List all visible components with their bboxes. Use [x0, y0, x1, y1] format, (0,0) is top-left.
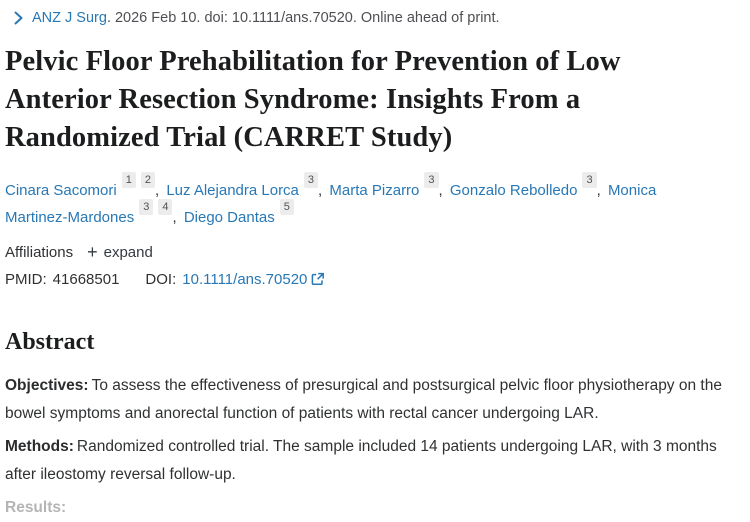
- abstract-objectives-paragraph: [5, 372, 742, 428]
- identifiers-row: [5, 271, 742, 288]
- author-item: [329, 173, 445, 199]
- chevron-right-icon: [14, 11, 23, 25]
- results-label: Results:: [5, 498, 67, 516]
- affiliation-superscript: 1: [122, 172, 136, 188]
- clipped-next-paragraph: [5, 494, 742, 516]
- affiliation-superscript: 3: [304, 172, 318, 188]
- author-separator: ,: [318, 181, 323, 199]
- pmid-value: 41668501: [52, 270, 120, 288]
- author-link[interactable]: Gonzalo Rebolledo: [449, 181, 578, 199]
- affiliation-superscript: 2: [141, 172, 155, 188]
- methods-text: Randomized controlled trial. The sample included 14 patients undergoing LAR, with 3 months after ileostomy reversal follow-up.: [5, 437, 717, 483]
- author-link[interactable]: Marta Pizarro: [329, 181, 420, 199]
- affiliation-superscript: 5: [280, 199, 294, 215]
- affiliations-row: [5, 244, 742, 261]
- abstract-heading: Abstract: [5, 328, 95, 355]
- author-separator: ,: [438, 181, 443, 199]
- plus-icon: +: [87, 242, 98, 263]
- expand-affiliations-button[interactable]: [87, 244, 153, 261]
- objectives-label: Objectives:: [5, 376, 89, 394]
- author-list: [5, 173, 705, 231]
- affiliation-superscript: 3: [139, 199, 153, 215]
- author-item: [5, 173, 162, 199]
- expand-label: expand: [103, 243, 153, 261]
- author-item: [183, 200, 294, 226]
- affiliations-label: Affiliations: [5, 243, 74, 261]
- external-link-icon: [311, 272, 325, 286]
- abstract-methods-paragraph: [5, 433, 742, 489]
- doi-link[interactable]: 10.1111/ans.70520: [182, 270, 308, 288]
- author-link[interactable]: Diego Dantas: [183, 208, 275, 226]
- author-separator: ,: [596, 181, 601, 199]
- citation-text: . 2026 Feb 10. doi: 10.1111/ans.70520. Online ahead of print.: [106, 10, 500, 26]
- author-link[interactable]: Luz Alejandra Lorca: [166, 181, 299, 199]
- affiliation-superscript: 4: [158, 199, 172, 215]
- methods-label: Methods:: [5, 437, 74, 455]
- journal-citation-line: [5, 10, 742, 26]
- author-link[interactable]: Cinara Sacomori: [5, 181, 117, 199]
- affiliation-superscript: 3: [582, 172, 596, 188]
- doi-label: DOI:: [145, 270, 177, 288]
- article-title: Pelvic Floor Prehabilitation for Prevention of Low Anterior Resection Syndrome: Insights From a Randomized Trial (CARRET Study): [5, 46, 621, 153]
- pmid-label: PMID:: [5, 270, 47, 288]
- author-item: [166, 173, 325, 199]
- author-item: [449, 173, 604, 199]
- author-separator: ,: [172, 208, 177, 226]
- author-separator: ,: [154, 181, 160, 199]
- author-link[interactable]: Monica Martinez-Mardones: [5, 181, 657, 226]
- affiliation-superscript: 3: [424, 172, 438, 188]
- objectives-text: To assess the effectiveness of presurgical and postsurgical pelvic floor physiotherapy on the bowel symptoms and anorectal function of patients with rectal cancer undergoing LAR.: [5, 376, 722, 422]
- journal-link[interactable]: ANZ J Surg: [32, 10, 107, 26]
